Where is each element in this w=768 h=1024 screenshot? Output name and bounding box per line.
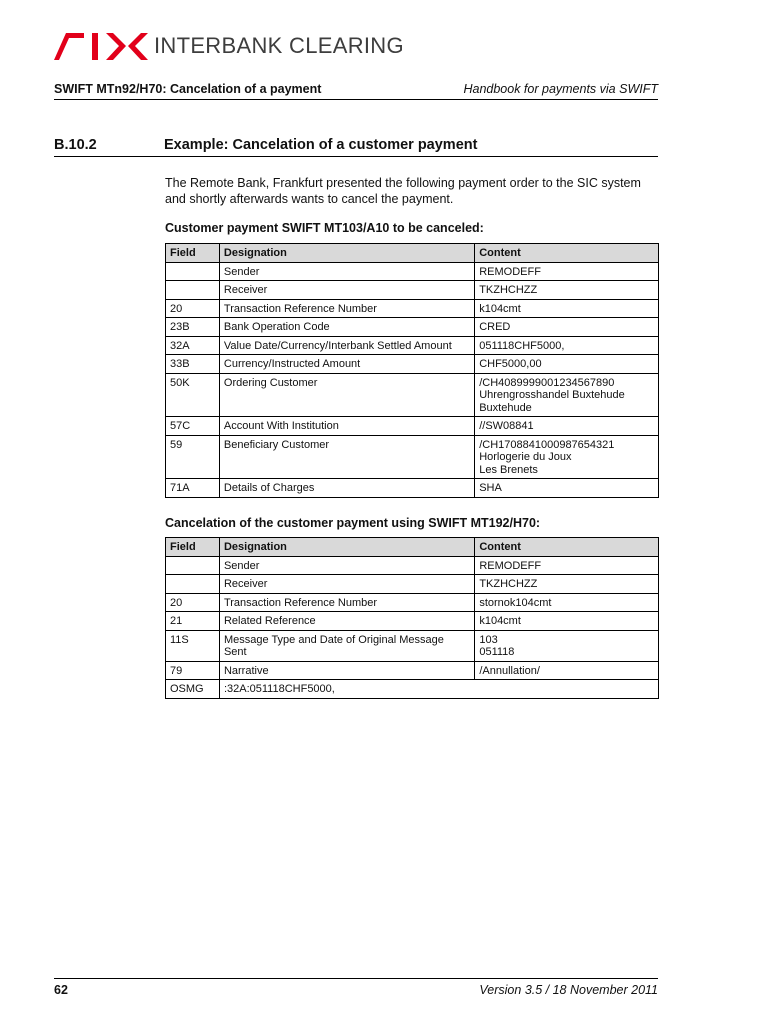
designation-cell-line: Ordering Customer [223,376,318,389]
content-cell [475,318,659,337]
field-tag: 21 [166,612,220,631]
mt192-fields-table [165,537,659,699]
designation-cell-line: Narrative [223,664,269,677]
table-row [166,262,659,281]
six-logo [54,30,404,62]
content-cell [475,612,659,631]
designation-cell [219,661,474,680]
field-tag [166,262,220,281]
content-cell-line: /CH4089999001234567890 [479,376,615,389]
designation-cell-line: Details of Charges [223,482,315,494]
table-row [166,479,659,498]
table2-caption: Cancelation of the customer payment using SWIFT MT192/H70: [165,516,541,530]
header-designation: Designation [219,538,474,557]
header-content: Content [475,538,659,557]
content-cell-line: CRED [479,321,511,333]
designation-cell-line: :32A:051118CHF5000, [223,683,335,695]
header-field: Field [166,538,220,557]
field-tag: 20 [166,593,220,612]
designation-cell-line: Value Date/Currency/Interbank Settled Amount [223,339,452,352]
section-heading [54,137,658,157]
header-content: Content [475,244,659,263]
field-tag [166,575,220,594]
designation-cell [219,355,474,374]
table-row [166,336,659,355]
table-row [166,661,659,680]
content-cell [475,355,659,374]
designation-cell-line: Beneficiary Customer [223,438,330,451]
running-header-title: SWIFT MTn92/H70: Cancelation of a payment [54,82,322,96]
field-tag: 50K [166,373,220,417]
designation-cell [219,435,474,479]
content-cell [475,417,659,436]
table-row [166,355,659,374]
content-cell [475,299,659,318]
table-row [166,575,659,594]
designation-cell-line: Transaction Reference Number [223,596,378,609]
table-row [166,318,659,337]
six-logo-mark-icon [54,30,148,62]
designation-cell [219,612,474,631]
designation-cell-line: Message Type and Date of Original Message [223,633,444,646]
content-cell-line: REMODEFF [479,265,541,278]
content-cell [475,630,659,661]
designation-cell [219,680,658,699]
content-cell-line: CHF5000,00 [479,358,542,370]
table-row [166,593,659,612]
field-tag [166,556,220,575]
field-tag: 23B [166,318,220,337]
table-header-row [166,244,659,263]
designation-cell-line: Related Reference [223,615,316,627]
field-tag [166,281,220,300]
mt103-fields-table [165,243,659,498]
designation-cell-line: Sender [223,559,260,572]
designation-cell-line: Receiver [223,578,268,590]
section-title: Example: Cancelation of a customer payment [164,137,478,153]
table-row [166,281,659,300]
table-row [166,556,659,575]
content-cell-line: 051118 [479,646,515,658]
running-header-book: Handbook for payments via SWIFT [463,82,658,96]
table-row [166,435,659,479]
designation-cell [219,417,474,436]
content-cell-line: TKZHCHZZ [479,284,538,296]
content-cell [475,281,659,300]
designation-cell-line: Receiver [223,284,268,296]
field-tag: 20 [166,299,220,318]
content-cell-line: k104cmt [479,302,521,315]
logo-text: INTERBANK CLEARING [154,33,404,58]
designation-cell-line: Sent [223,646,247,658]
field-tag: 33B [166,355,220,374]
table-row [166,417,659,436]
designation-cell [219,556,474,575]
table-row [166,680,659,699]
designation-cell [219,262,474,281]
designation-cell [219,575,474,594]
content-cell [475,435,659,479]
content-cell-line: Les Brenets [479,463,538,476]
content-cell [475,575,659,594]
table-row [166,630,659,661]
running-header [54,82,658,100]
field-tag: 32A [166,336,220,355]
content-cell-line: stornok104cmt [479,596,552,609]
content-cell-line: 103 [479,633,498,646]
content-cell-line: Uhrengrosshandel Buxtehude [479,389,625,401]
designation-cell [219,479,474,498]
content-cell [475,593,659,612]
content-cell-line: TKZHCHZZ [479,578,538,590]
page-number: 62 [54,983,68,997]
designation-cell [219,299,474,318]
table-row [166,373,659,417]
content-cell [475,373,659,417]
section-number: B.10.2 [54,137,97,153]
designation-cell-line: Account With Institution [223,420,339,432]
content-cell-line: Horlogerie du Joux [479,451,572,463]
designation-cell-line: Bank Operation Code [223,321,330,333]
content-cell-line: 051118CHF5000, [479,339,565,352]
header-designation: Designation [219,244,474,263]
intro-paragraph: The Remote Bank, Frankfurt presented the following payment order to the SIC system and shortly afterwards wants to cancel the payment. [165,176,641,206]
field-tag: 57C [166,417,220,436]
designation-cell [219,630,474,661]
designation-cell [219,593,474,612]
designation-cell [219,318,474,337]
content-cell [475,556,659,575]
table-header-row [166,538,659,557]
content-cell [475,336,659,355]
content-cell-line: /CH1708841000987654321 [479,438,615,451]
designation-cell [219,281,474,300]
field-tag: 11S [166,630,220,661]
table-row [166,299,659,318]
field-tag: 59 [166,435,220,479]
content-cell [475,479,659,498]
content-cell-line: Buxtehude [479,401,532,414]
content-cell [475,661,659,680]
content-cell-line: /Annullation/ [479,664,540,677]
designation-cell-line: Sender [223,265,260,278]
field-tag: 79 [166,661,220,680]
designation-cell [219,373,474,417]
designation-cell-line: Currency/Instructed Amount [223,358,361,370]
page-footer [54,978,658,997]
designation-cell [219,336,474,355]
content-cell-line: k104cmt [479,615,521,627]
designation-cell-line: Transaction Reference Number [223,302,377,315]
field-tag: OSMG [166,680,220,699]
content-cell-line: SHA [479,482,502,494]
content-cell-line: REMODEFF [479,559,542,572]
content-cell-line: //SW08841 [479,420,534,432]
field-tag: 71A [166,479,220,498]
table1-caption: Customer payment SWIFT MT103/A10 to be canceled: [165,221,484,235]
table-row [166,612,659,631]
version-info: Version 3.5 / 18 November 2011 [479,983,658,997]
content-cell [475,262,659,281]
header-field: Field [166,244,220,263]
